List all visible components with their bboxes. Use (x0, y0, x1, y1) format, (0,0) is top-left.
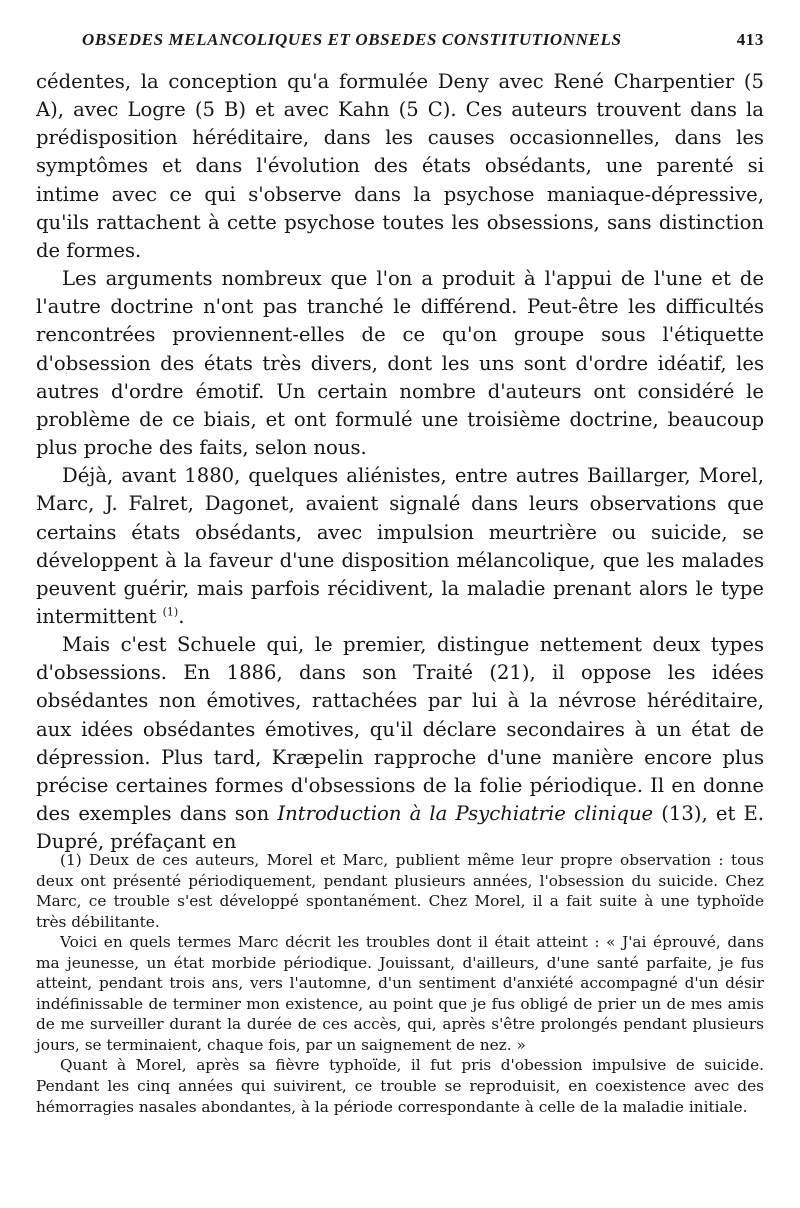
page-number: 413 (736, 30, 764, 49)
paragraph-1: cédentes, la conception qu'a formulée Deny avec René Charpentier (5 A), avec Logre (5 B) et avec Kahn (5 C). Ces auteurs trouvent dans la prédisposition héréditaire, dans les causes occasionnelles, dans les symptômes et dans l'évolution des états obsédants, une parenté si intime avec ce qui s'observe dans la psychose maniaque-dépressive, qu'ils rattachent à cette psychose toutes les obsessions, sans distinction de formes. (36, 70, 764, 262)
paragraph-2: Les arguments nombreux que l'on a produit à l'appui de l'une et de l'autre doctrine n'ont pas tranché le différend. Peut-être les difficultés rencontrées proviennent-elles de ce qu'on groupe sous l'étiquette d'obsession des états très divers, dont les uns sont d'ordre idéatif, les autres d'ordre émotif. Un certain nombre d'auteurs ont considéré le problème de ce biais, et ont formulé une troisième doctrine, beaucoup plus proche des faits, selon nous. (36, 267, 764, 460)
paragraph-4-text: Mais c'est Schuele qui, le premier, distingue nettement deux types d'obsessions. En 1886, dans son Traité (21), il oppose les idées obsédantes non émotives, rattachées par lui à la névrose héréditaire, aux idées obsédantes émotives, qu'il déclare secondaires à un état de dépression. Plus tard, Kræpelin rapproche d'une manière encore plus précise certaines formes d'obsessions de la folie périodique. Il en donne des exemples dans son (36, 633, 764, 826)
paragraph-4-end: (13), et E. Dupré, préfaçant en (36, 802, 764, 854)
footnote-3: Quant à Morel, après sa fièvre typhoïde, il fut pris d'obession impulsive de suicide. Pendant les cinq années qui suivirent, ce trouble se reproduisit, en coexistence avec des hémorragies nasales abondantes, à la période correspondante à celle de la maladie initiale. (36, 1056, 764, 1116)
footnote-1: (1) Deux de ces auteurs, Morel et Marc, publient même leur propre observation : tous deux ont présenté périodiquement, pendant plusieurs années, l'obsession du suicide. Chez Marc, ce trouble s'est développé spontanément. Chez Morel, il a fait suite à une typhoïde très débilitante. (36, 851, 764, 931)
paragraph-3-end: . (178, 604, 185, 628)
footnote-2: Voici en quels termes Marc décrit les troubles dont il était atteint : « J'ai éprouvé, dans ma jeunesse, un état morbide périodique. Jouissant, d'ailleurs, d'une santé parfaite, je fus atteint, pendant trois ans, vers l'automne, d'un sentiment d'anxiété accompagné d'un désir indéfinissable de terminer mon existence, au point que je fus obligé de prier un de mes amis de me surveiller durant la durée de ces accès, qui, après s'être prolongés pendant plusieurs jours, se terminaient, chaque fois, par un saignement de nez. » (36, 933, 764, 1054)
paragraph-4 (36, 631, 764, 856)
footnotes (36, 850, 764, 1117)
paragraph-3-text: Déjà, avant 1880, quelques aliénistes, entre autres Baillarger, Morel, Marc, J. Falret, Dagonet, avaient signalé dans leurs observations que certains états obsédants, avec impulsion meurtrière ou suicide, se développent à la faveur d'une disposition mélancolique, que les malades peuvent guérir, mais parfois récidivent, la maladie prenant alors le type intermittent (36, 464, 764, 628)
footnote-reference: (1) (162, 605, 179, 619)
running-head-title: OBSEDES MELANCOLIQUES ET OBSEDES CONSTITUTIONNELS (82, 30, 622, 49)
book-title-italic: Introduction à la Psychiatrie clinique (277, 802, 654, 826)
main-text (36, 68, 764, 856)
running-head (36, 30, 764, 54)
paragraph-3 (36, 462, 764, 631)
